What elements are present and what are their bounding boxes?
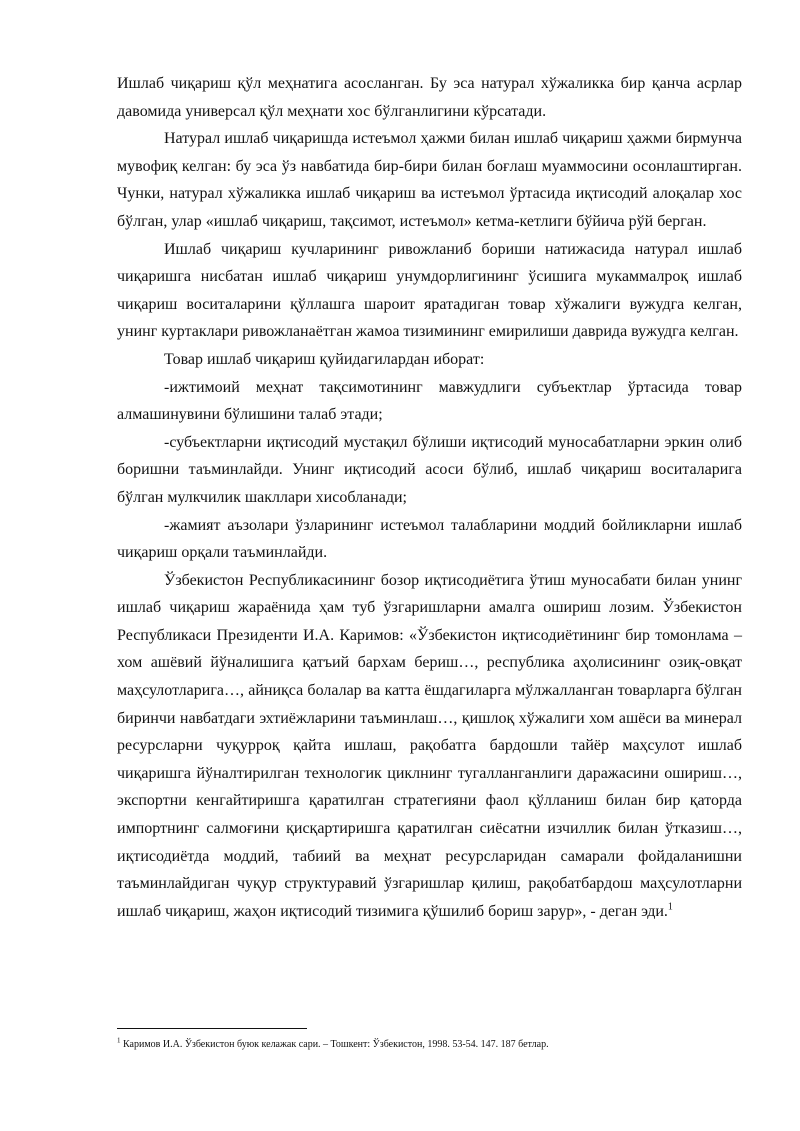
paragraph-2: Натурал ишлаб чиқаришда истеъмол ҳажми билан ишлаб чиқариш ҳажми бирмунча мувофиқ келган: бу эса ўз навбатида бир-бири билан боғлаш муаммосини осонлаштирган. Чунки, натурал хўжаликка ишлаб чиқариш ва истеъмол ўртасида иқтисодий алоқалар хос бўлган, улар «ишлаб чиқариш, тақсимот, истеъмол» кетма-кетлиги бўйича рўй берган. bbox=[117, 130, 742, 230]
list-item-2: -субъектларни иқтисодий мустақил бўлиши иқтисодий муносабатларни эркин олиб боришни таъминлайди. Унинг иқтисодий асоси бўлиб, ишлаб чиқариш воситаларига бўлган мулкчилик шакллари хисобланади; bbox=[117, 433, 742, 506]
footnote-marker: 1 bbox=[117, 1036, 121, 1045]
paragraph-quote bbox=[117, 567, 742, 926]
paragraph-3: Ишлаб чиқариш кучларининг ривожланиб бориши натижасида натурал ишлаб чиқаришга нисбатан ишлаб чиқариш унумдорлигининг ўсишига мукаммалроқ ишлаб чиқариш воситаларини қўллашга шароит яратадиган товар хўжалиги вужудга келган, унинг куртаклари ривожланаётган жамоа тизимининг емирилиши даврида вужудга келган. bbox=[117, 240, 742, 341]
footnote-reference[interactable]: 1 bbox=[667, 901, 673, 913]
paragraph-1: Ишлаб чиқариш қўл меҳнатига асосланган. Бу эса натурал хўжаликка бир қанча асрлар давомида универсал қўл меҳнати хос бўлганлигини кўрсатади. bbox=[117, 75, 742, 120]
paragraph-4: Товар ишлаб чиқариш қуйидагилардан иборат: bbox=[164, 350, 485, 368]
footnote-text: Каримов И.А. Ўзбекистон буюк келажак сари. – Тошкент: Ўзбекистон, 1998. 53-54. 147. 187 бетлар. bbox=[123, 1039, 549, 1050]
footnote bbox=[117, 1038, 742, 1052]
quote-text: Ўзбекистон Республикасининг бозор иқтисодиётига ўтиш муносабати билан унинг ишлаб чиқариш жараёнида ҳам туб ўзгаришларни амалга ошириш лозим. Ўзбекистон Республикаси Президенти И.А. Каримов: «Ўзбекистон иқтисодиётининг бир томонлама – хом ашёвий йўналишига қатъий бархам бериш…, республика аҳолисининг озиқ-овқат маҳсулотларига…, айниқса болалар ва катта ёшдагиларга мўлжалланган товарларга бўлган биринчи навбатдаги эхтиёжларини таъминлаш…, қишлоқ хўжалиги хом ашёси ва минерал ресурсларни чуқурроқ қайта ишлаш, рақобатга бардошли тайёр маҳсулот ишлаб чиқаришга йўналтирилган технологик циклнинг тугалланганлиги даражасини ошириш…, экспортни кенгайтиришга қаратилган стратегияни фаол қўлланиш билан бир қаторда импортнинг салмоғини қисқартиришга қаратилган сиёсатни изчиллик билан ўтказиш…, иқтисодиётда моддий, табиий ва меҳнат ресурсларидан самарали фойдаланишни таъминлайдиган чуқур структуравий ўзгаришлар қилиш, рақобатбардош маҳсулотларни ишлаб чиқариш, жаҳон иқтисодий тизимига қўшилиб бориш зарур», - деган эди. bbox=[117, 571, 742, 920]
document-body bbox=[117, 70, 742, 925]
footnote-separator bbox=[117, 1028, 307, 1029]
list-item-1: -ижтимоий меҳнат тақсимотининг мавжудлиги субъектлар ўртасида товар алмашинувини бўлишини талаб этади; bbox=[117, 378, 742, 424]
list-item-3: -жамият аъзолари ўзларининг истеъмол талабларини моддий бойликларни ишлаб чиқариш орқали таъминлайди. bbox=[117, 516, 742, 562]
